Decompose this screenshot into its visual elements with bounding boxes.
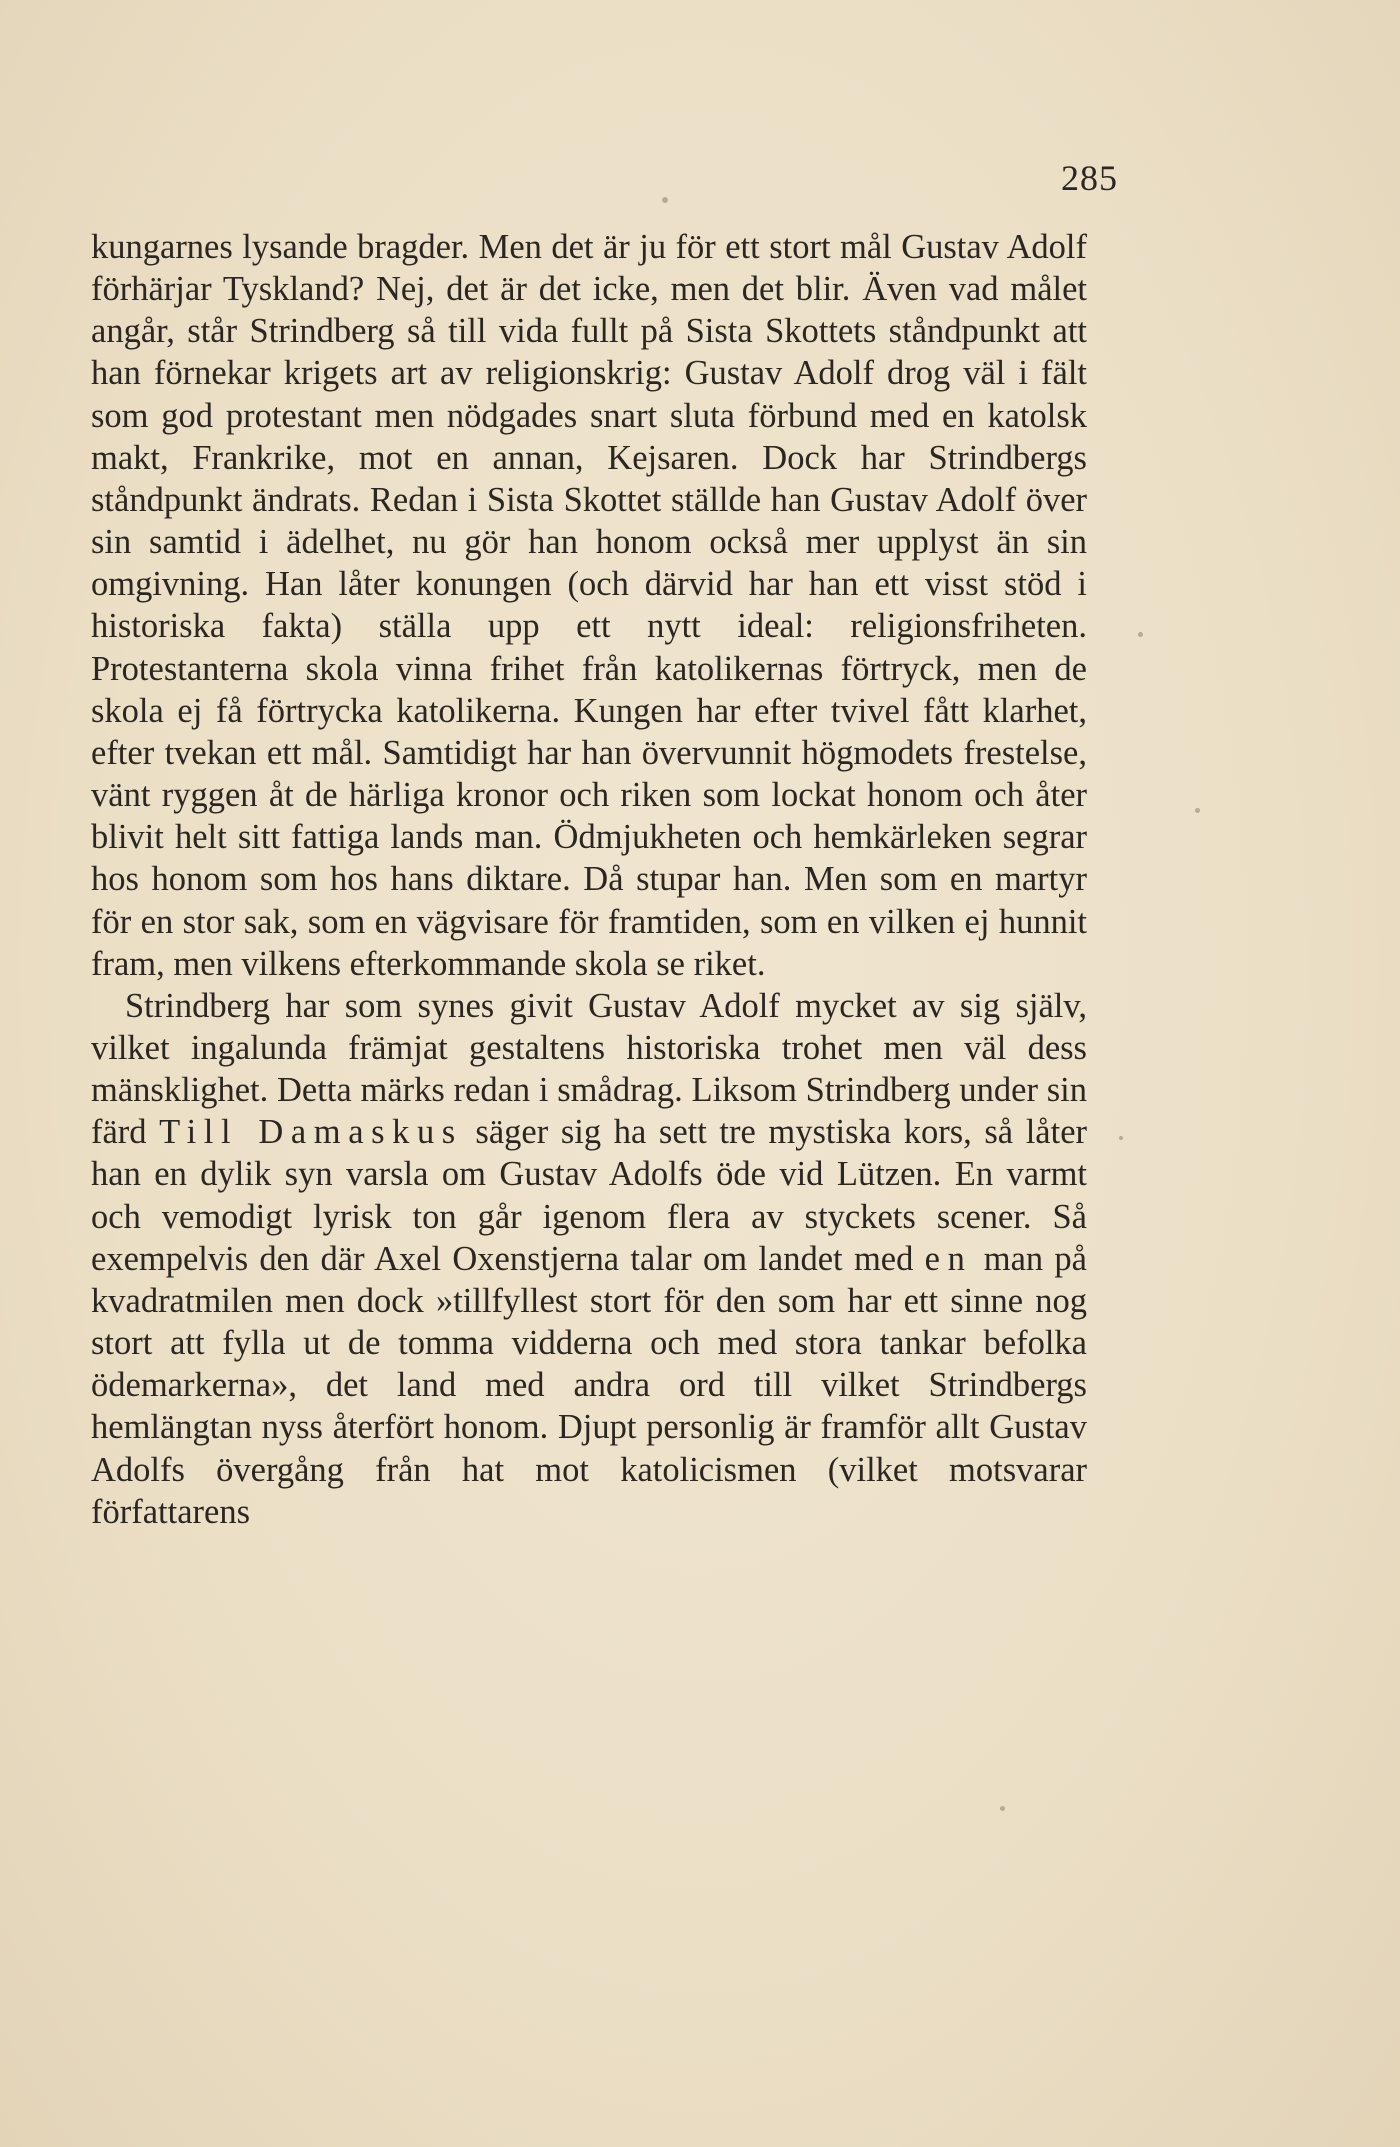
paper-speck (1138, 632, 1143, 637)
paper-speck (662, 197, 668, 203)
paragraph-1-text: kungarnes lysande bragder. Men det är ju för ett stort mål Gustav Adolf förhärjar Tyskland? Nej, det är det icke, men det blir. Även vad målet angår, står Strindberg så till vida fullt på Sista Skottets ståndpunkt att han förnekar krigets art av religionskrig: Gustav Adolf drog väl i fält som god protestant men nödgades snart sluta förbund med en katolsk makt, Frankrike, mot en annan, Kejsaren. Dock har Strindbergs ståndpunkt ändrats. Redan i Sista Skottet ställde han Gustav Adolf över sin samtid i ädelhet, nu gör han honom också mer upplyst än sin omgivning. Han låter konungen (och därvid har han ett visst stöd i historiska fakta) ställa upp ett nytt ideal: religionsfriheten. Protestanterna skola vinna frihet från katolikernas förtryck, men de skola ej få förtrycka katolikerna. Kungen har efter tvivel fått klarhet, efter tvekan ett mål. Samtidigt har han övervunnit högmodets frestelse, vänt ryggen åt de härliga kronor och riken som lockat honom och åter blivit helt sitt fattiga lands man. Ödmjukheten och hemkärleken segrar hos honom som hos hans diktare. Då stupar han. Men som en martyr för en stor sak, som en vägvisare för framtiden, som en vilken ej hunnit fram, men vilkens efterkommande skola se riket. (91, 228, 1087, 983)
emphasized-title-till-damaskus: Till Damaskus (159, 1113, 463, 1152)
paper-speck (1119, 1136, 1123, 1140)
paragraph-2-text-middle: säger sig ha sett tre mystiska kors, så låter han en dylik syn varsla om Gustav Adolfs öde vid Lützen. En varmt och vemodigt lyrisk ton går igenom flera av styckets scener. Så exempelvis den där Axel Oxenstjerna talar om landet med (91, 1113, 1088, 1278)
paragraph-2-text-start: Strindberg har som synes givit Gustav Adolf mycket av sig själv, vilket ingalunda främjat gestaltens historiska trohet men väl dess mänsklighet. Detta märks redan i smådrag. Liksom Strindberg under sin färd (91, 986, 1087, 1152)
page-number: 285 (1061, 158, 1118, 198)
paragraph-2-text-end: man på kvadratmilen men dock »tillfyllest stort för den som har ett sinne nog stort att fylla ut de tomma vidderna och med stora tankar befolka ödemarkerna», det land med andra ord till vilket Strindbergs hemlängtan nyss återfört honom. Djupt personlig är framför allt Gustav Adolfs övergång från hat mot katolicismen (vilket motsvarar författarens (91, 1239, 1087, 1531)
paragraph-1 (91, 226, 1087, 985)
paper-speck (1000, 1806, 1005, 1811)
body-text (91, 226, 1087, 1533)
paper-speck (1195, 808, 1200, 813)
emphasized-word-en: en (924, 1239, 973, 1278)
paragraph-2 (91, 985, 1087, 1533)
